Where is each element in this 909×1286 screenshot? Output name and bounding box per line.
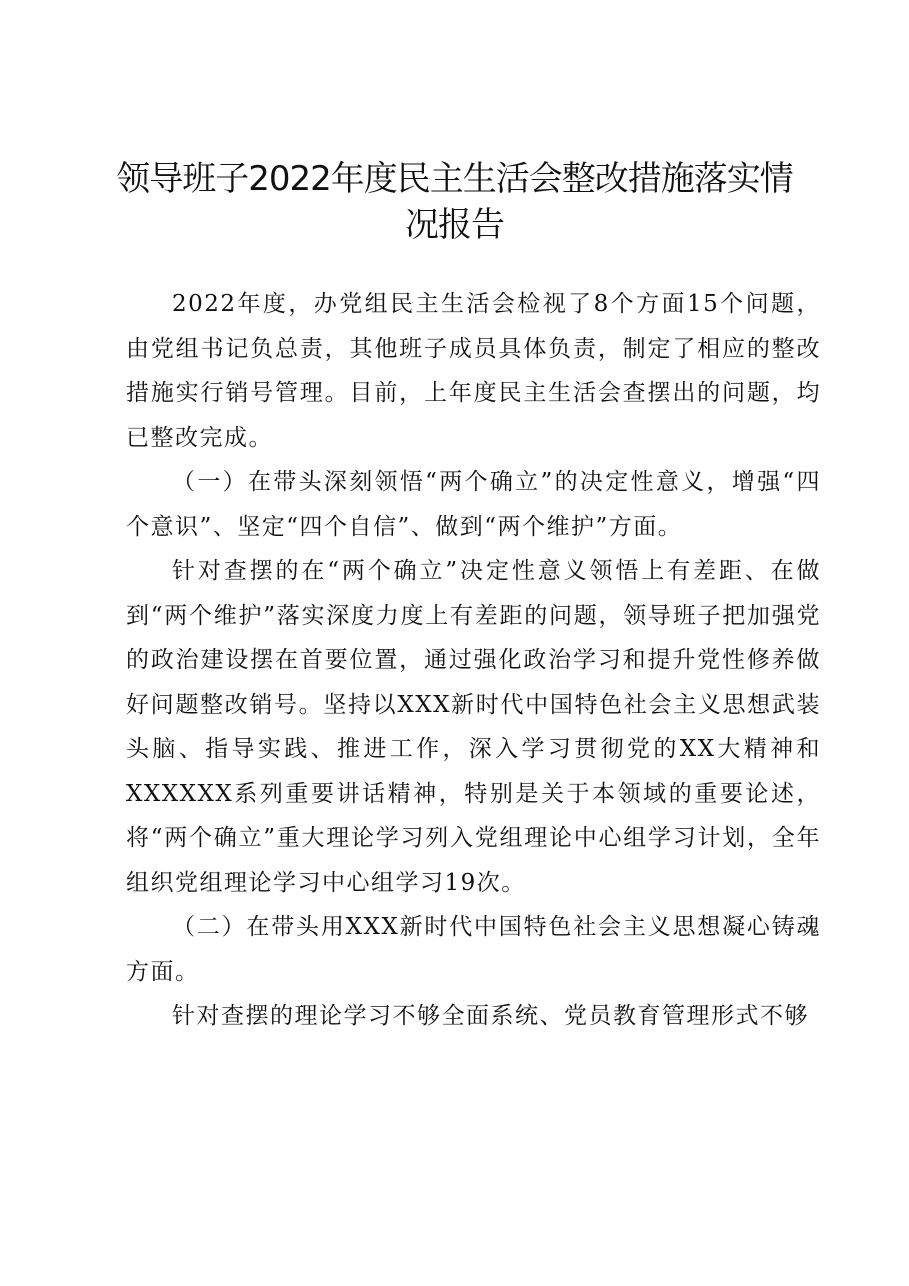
- document-title: 领导班子2022年度民主生活会整改措施落实情况报告: [116, 159, 793, 245]
- paragraph-section-1: 针对查摆的在“两个确立”决定性意义领悟上有差距、在做到“两个维护”落实深度力度上有差距的问题，领导班子把加强党的政治建设摆在首要位置，通过强化政治学习和提升党性修养做好问题整改销号。坚持以XXX新时代中国特色社会主义思想武装头脑、指导实践、推进工作，深入学习贯彻党的XX大精神和XXXXXX系列重要讲话精神，特别是关于本领域的重要论述，将“两个确立”重大理论学习列入党组理论中心组学习计划，全年组织党组理论学习中心组学习19次。: [126, 558, 821, 896]
- paragraph-section-2: 针对查摆的理论学习不够全面系统、党员教育管理形式不够: [172, 1003, 809, 1029]
- document-body: [126, 282, 821, 1039]
- paragraph-intro: 2022年度，办党组民主生活会检视了8个方面15个问题，由党组书记负总责，其他班子成员具体负责，制定了相应的整改措施实行销号管理。目前，上年度民主生活会查摆出的问题，均已整改完成。: [126, 291, 821, 451]
- section-heading-2: （二）在带头用XXX新时代中国特色社会主义思想凝心铸魂方面。: [126, 914, 821, 985]
- section-heading-1: （一）在带头深刻领悟“两个确立”的决定性意义，增强“四个意识”、坚定“四个自信”、做到“两个维护”方面。: [126, 469, 821, 540]
